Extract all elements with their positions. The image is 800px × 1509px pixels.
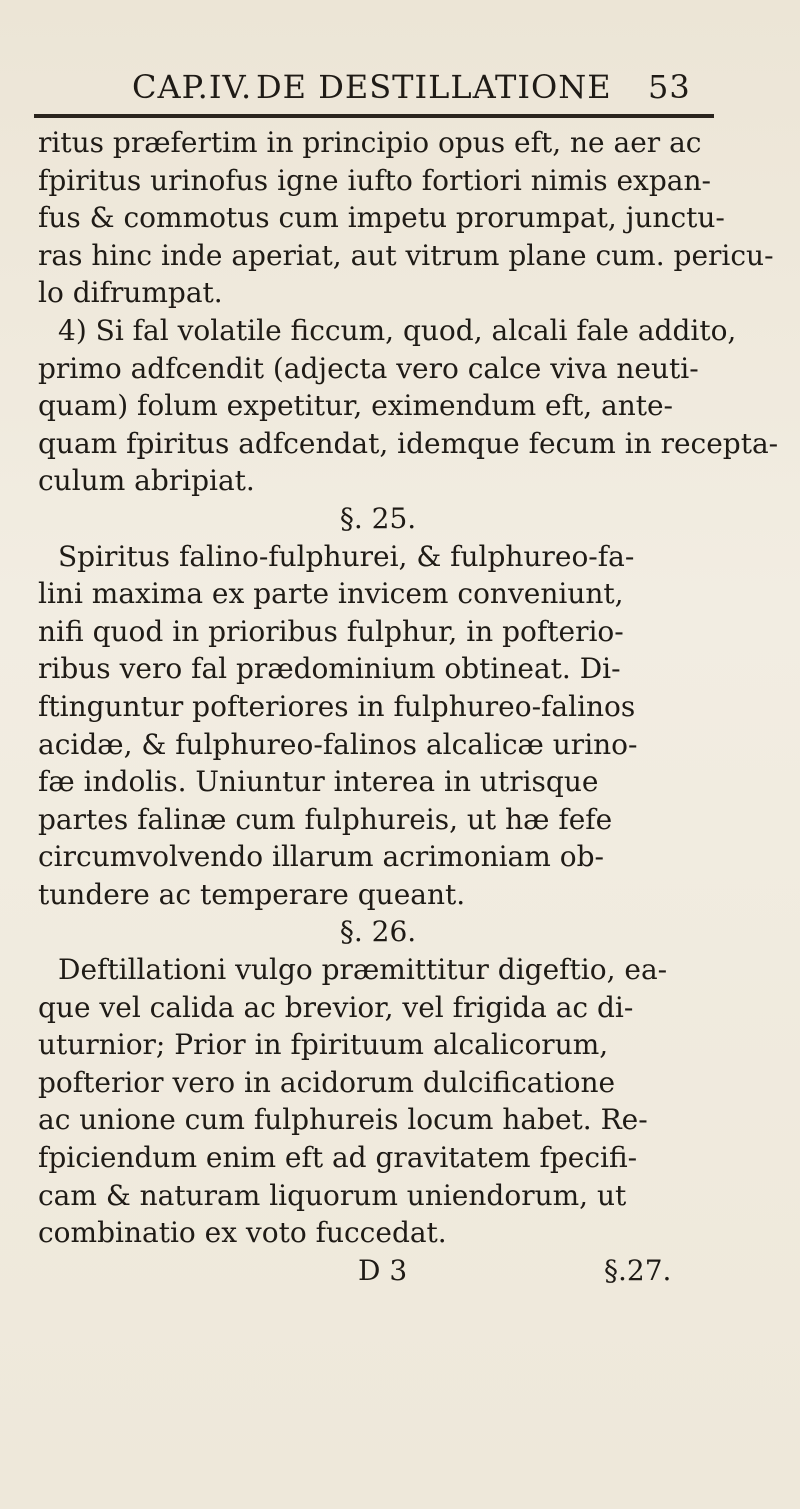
text-line: ritus præfertim in principio opus eft, ne aer ac	[38, 126, 702, 159]
text-line: quam fpiritus adfcendat, idemque fecum in recepta-	[38, 426, 779, 460]
text-line: fus & commotus cum impetu prorumpat, junctu-	[38, 201, 725, 235]
text-line: ribus vero fal prædominium obtineat. Di-	[38, 652, 621, 686]
catchword: §.27.	[604, 1253, 672, 1287]
text-line: cam & naturam liquorum uniendorum, ut	[38, 1178, 627, 1212]
text-line: tundere ac temperare queant.	[38, 877, 466, 911]
text-line: circumvolvendo illarum acrimoniam ob-	[38, 840, 604, 874]
text-line: primo adfcendit (adjecta vero calce viva neuti-	[38, 351, 699, 385]
text-line: quam) folum expetitur, eximendum eft, ante-	[38, 389, 674, 423]
text-line: lini maxima ex parte invicem conveniunt,	[38, 577, 624, 611]
page-number: 53	[648, 68, 691, 106]
text-line: Deftillationi vulgo præmittitur digeftio, ea-	[58, 953, 668, 987]
text-line: partes falinæ cum fulphureis, ut hæ fefe	[38, 802, 613, 836]
text-line: uturnior; Prior in fpirituum alcalicorum,	[38, 1028, 609, 1062]
text-line: fpiciendum enim eft ad gravitatem fpecifi-	[38, 1141, 638, 1175]
text-line: ras hinc inde aperiat, aut vitrum plane cum. pericu-	[38, 238, 774, 272]
text-line: combinatio ex voto fuccedat.	[38, 1216, 447, 1250]
text-line: ac unione cum fulphureis locum habet. Re-	[38, 1103, 648, 1137]
page-body	[38, 124, 779, 1289]
running-header	[118, 60, 718, 110]
page-footer	[38, 1252, 718, 1290]
section-heading: §. 26.	[339, 915, 417, 949]
text-line: ftinguntur pofteriores in fulphureo-falinos	[38, 689, 636, 723]
text-line: que vel calida ac brevior, vel frigida ac di-	[38, 990, 634, 1024]
text-line: lo difrumpat.	[38, 276, 223, 310]
text-line: fæ indolis. Uniuntur interea in utrisque	[38, 765, 599, 799]
signature-mark: D 3	[358, 1253, 408, 1287]
text-line: fpiritus urinofus igne iufto fortiori nimis expan-	[38, 163, 711, 197]
text-line: nifi quod in prioribus fulphur, in pofterio-	[38, 614, 624, 648]
header-rule	[34, 114, 714, 118]
text-line: pofterior vero in acidorum dulcificatione	[38, 1065, 616, 1099]
text-line: 4) Si fal volatile ficcum, quod, alcali fale addito,	[58, 313, 737, 347]
text-line: culum abripiat.	[38, 464, 255, 498]
chapter-label: CAP.IV.	[132, 68, 253, 106]
text-line: Spiritus falino-fulphurei, & fulphureo-fa-	[58, 539, 635, 573]
text-line: acidæ, & fulphureo-falinos alcalicæ urino-	[38, 727, 638, 761]
section-heading: §. 25.	[339, 501, 417, 535]
chapter-title: DE DESTILLATIONE	[256, 68, 612, 106]
